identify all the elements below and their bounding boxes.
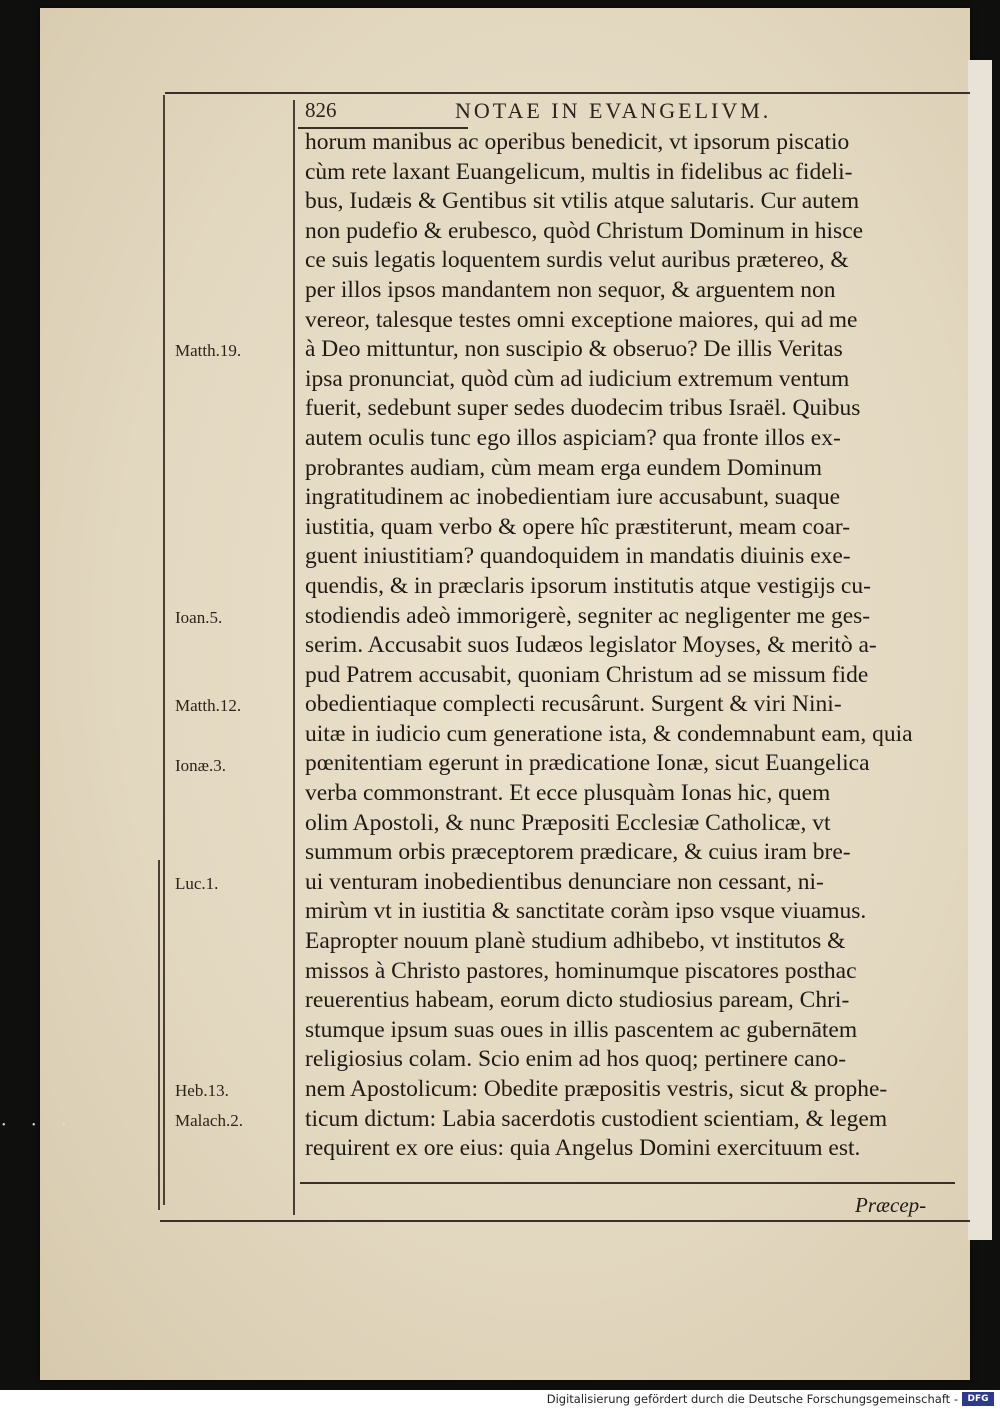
margin-note: Malach.2. — [175, 1110, 243, 1130]
text-line: ce suis legatis loquentem surdis velut auribus prætereo, & — [305, 247, 849, 274]
text-line: reuerentius habeam, eorum dicto studiosius paream, Chri- — [305, 987, 850, 1014]
text-line: uitæ in iudicio cum generatione ista, & condemnabunt eam, quia — [305, 720, 913, 747]
text-line: verba commonstrant. Et ecce plusquàm Ionas hic, quem — [305, 780, 831, 807]
margin-note: Matth.12. — [175, 696, 242, 716]
text-line: nem Apostolicum: Obedite præpositis vestris, sicut & prophe- — [305, 1076, 888, 1102]
text-line: mirùm vt in iustitia & sanctitate coràm ipso vsque viuamus. — [305, 898, 867, 925]
foot-rule — [160, 1220, 970, 1222]
text-line: cùm rete laxant Euangelicum, multis in fidelibus ac fideli- — [305, 158, 853, 185]
catchword: Præcep- — [855, 1193, 927, 1217]
text-line: autem oculis tunc ego illos aspiciam? qua fronte illos ex- — [305, 424, 841, 451]
text-line: à Deo mittuntur, non suscipio & obseruo? De illis Veritas — [305, 336, 843, 363]
dfg-logo: DFG — [962, 1392, 994, 1406]
text-line: guent iniustitiam? quandoquidem in mandatis diuinis exe- — [305, 543, 851, 570]
margin-note: Ionæ.3. — [175, 755, 226, 775]
text-line: per illos ipsos mandantem non sequor, & arguentem non — [305, 276, 836, 303]
text-line: summum orbis præceptorem prædicare, & cuius iram bre- — [305, 839, 851, 866]
page-header — [305, 98, 965, 128]
margin-rule-lower — [158, 860, 160, 1210]
edge-marks: • • • — [2, 1120, 78, 1131]
text-line: fuerit, sedebunt super sedes duodecim tribus Israël. Quibus — [305, 395, 861, 422]
footer-credit: Digitalisierung gefördert durch die Deutsche Forschungsgemeinschaft - — [546, 1392, 958, 1406]
text-line: quendis, & in præclaris ipsorum institutis atque vestigijs cu- — [305, 572, 871, 599]
text-line: pud Patrem accusabit, quoniam Christum ad se missum fide — [305, 661, 869, 688]
binding-edge — [968, 60, 992, 1240]
text-line: obedientiaque complecti recusârunt. Surgent & viri Nini- — [305, 691, 842, 718]
top-rule — [165, 92, 970, 94]
body-text — [305, 128, 955, 1164]
text-line: bus, Iudæis & Gentibus sit vtilis atque salutaris. Cur autem — [305, 188, 860, 215]
margin-note: Matth.19. — [175, 341, 242, 361]
footer-bar — [0, 1390, 1000, 1409]
margin-note: Luc.1. — [175, 874, 219, 893]
text-line: stumque ipsum suas oues in illis pascentem ac gubernātem — [305, 1016, 858, 1043]
text-line: horum manibus ac operibus benedicit, vt ipsorum piscatio — [305, 129, 850, 155]
text-line: iustitia, quam verbo & opere hîc præstiterunt, meam coar- — [305, 513, 851, 540]
text-line: stodiendis adeò immorigerè, segniter ac negligenter me ges- — [305, 602, 871, 629]
text-line: ui venturam inobedientibus denunciare non cessant, ni- — [305, 868, 824, 895]
running-title: NOTAE IN EVANGELIVM. — [455, 98, 772, 123]
margin-rule-left — [163, 95, 165, 1205]
text-line: religiosius colam. Scio enim ad hos quoq; pertinere cano- — [305, 1046, 847, 1073]
bottom-rule — [300, 1182, 955, 1184]
text-line: vereor, talesque testes omni exceptione maiores, qui ad me — [305, 306, 858, 333]
text-line: ipsa pronunciat, quòd cùm ad iudicium extremum ventum — [305, 365, 850, 392]
text-line: Eapropter nouum planè studium adhibebo, vt institutos & — [305, 928, 846, 955]
margin-note: Heb.13. — [175, 1081, 229, 1101]
text-line: pœnitentiam egerunt in prædicatione Ionæ, sicut Euangelica — [305, 750, 870, 777]
text-line: ticum dictum: Labia sacerdotis custodient scientiam, & legem — [305, 1105, 888, 1132]
text-line: missos à Christo pastores, hominumque piscatores posthac — [305, 957, 857, 984]
text-line: ingratitudinem ac inobedientiam iure accusabunt, suaque — [305, 484, 841, 511]
text-line: requirent ex ore eius: quia Angelus Domini exercituum est. — [305, 1135, 861, 1162]
margin-note: Ioan.5. — [175, 607, 223, 627]
text-line: olim Apostoli, & nunc Præpositi Ecclesiæ Catholicæ, vt — [305, 809, 831, 836]
margin-rule-text — [293, 100, 295, 1215]
page-number: 826 — [305, 98, 337, 122]
text-line: probrantes audiam, cùm meam erga eundem Dominum — [305, 454, 823, 481]
text-line: serim. Accusabit suos Iudæos legislator Moyses, & meritò a- — [305, 632, 877, 659]
text-line: non pudefio & erubesco, quòd Christum Dominum in hisce — [305, 217, 864, 244]
